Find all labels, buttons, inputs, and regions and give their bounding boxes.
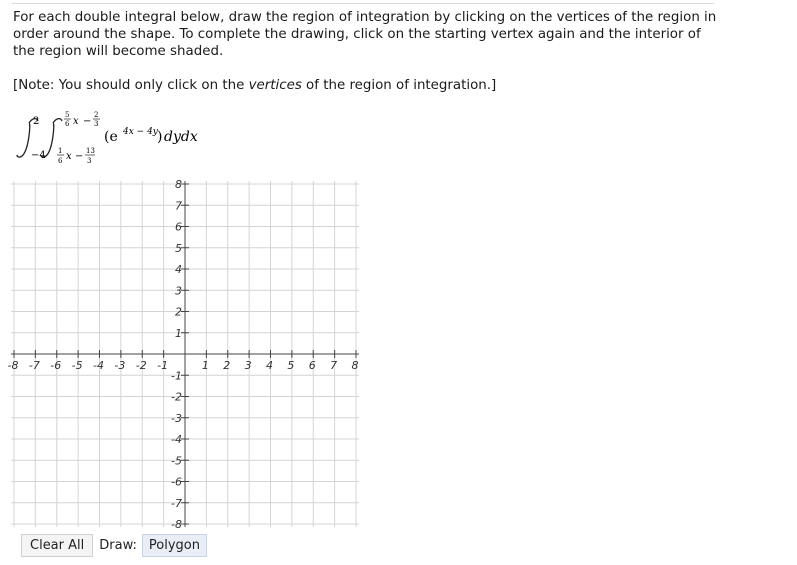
y-tick-label: -6 <box>171 475 182 489</box>
svg-text:5: 5 <box>65 111 70 119</box>
note-emphasis: vertices <box>248 78 302 93</box>
x-tick-label: 4 <box>266 359 273 372</box>
x-tick-label: 8 <box>351 359 359 372</box>
y-tick-label: 7 <box>175 199 182 213</box>
svg-text:2: 2 <box>94 111 99 119</box>
draw-mode-label: Draw: <box>99 538 137 553</box>
outer-lower-limit: −4 <box>31 150 46 161</box>
svg-text:6: 6 <box>58 157 63 165</box>
x-tick-label: 5 <box>287 359 295 372</box>
instructions-text: For each double integral below, draw the region of integration by clicking on the vertices of the region in order around the shape. To complete the drawing, click on the starting vertex again and the interior of the region will become shaded. <box>13 10 717 59</box>
svg-text:3: 3 <box>87 157 92 165</box>
axes <box>11 181 359 527</box>
svg-text:4x − 4y: 4x − 4y <box>123 127 158 137</box>
x-tick-label: 7 <box>330 359 338 372</box>
x-tick-label: 2 <box>223 359 231 372</box>
svg-text:x: x <box>73 116 79 127</box>
svg-text:13: 13 <box>86 147 95 155</box>
svg-text:−: − <box>83 116 92 127</box>
svg-text:dydx: dydx <box>164 129 198 145</box>
y-tick-label: -7 <box>171 496 182 510</box>
x-tick-label: -6 <box>50 359 62 372</box>
x-tick-label: -7 <box>28 359 40 372</box>
outer-upper-limit: 2 <box>33 116 40 127</box>
drawing-controls <box>21 534 207 557</box>
x-tick-label: -3 <box>114 359 126 372</box>
svg-text:6: 6 <box>65 120 70 128</box>
y-tick-label: 1 <box>175 326 182 340</box>
y-tick-label: -3 <box>171 411 182 425</box>
x-tick-label: 3 <box>244 359 252 372</box>
x-tick-label: -5 <box>71 359 83 372</box>
svg-text:−: − <box>75 151 84 162</box>
note-before: [Note: You should only click on the <box>13 78 249 93</box>
x-tick-label: -1 <box>157 359 169 372</box>
y-tick-label: 3 <box>175 284 182 298</box>
note-after: of the region of integration.] <box>301 78 497 93</box>
x-axis-tick-labels <box>8 359 359 372</box>
svg-text:3: 3 <box>94 120 99 128</box>
y-tick-label: 5 <box>175 241 182 255</box>
y-tick-label: -8 <box>171 518 182 531</box>
x-tick-label: 6 <box>308 359 316 372</box>
x-tick-label: -8 <box>7 359 19 372</box>
y-tick-label: 6 <box>175 220 182 234</box>
svg-text:1: 1 <box>58 147 63 155</box>
svg-text:(e: (e <box>104 129 118 145</box>
svg-text:x: x <box>66 151 72 162</box>
y-tick-label: -5 <box>171 454 182 468</box>
y-tick-label: 2 <box>175 305 182 319</box>
x-tick-label: -2 <box>135 359 147 372</box>
y-tick-label: -1 <box>171 369 182 383</box>
x-tick-label: 1 <box>201 359 209 372</box>
y-tick-label: -2 <box>171 390 182 404</box>
polygon-mode-button[interactable]: Polygon <box>142 534 207 557</box>
y-tick-label: 4 <box>175 263 182 276</box>
clear-all-button[interactable]: Clear All <box>21 534 93 557</box>
x-tick-label: -4 <box>93 359 104 372</box>
y-tick-label: 8 <box>175 178 182 191</box>
y-tick-label: -4 <box>171 433 182 446</box>
svg-text:): ) <box>157 129 163 145</box>
